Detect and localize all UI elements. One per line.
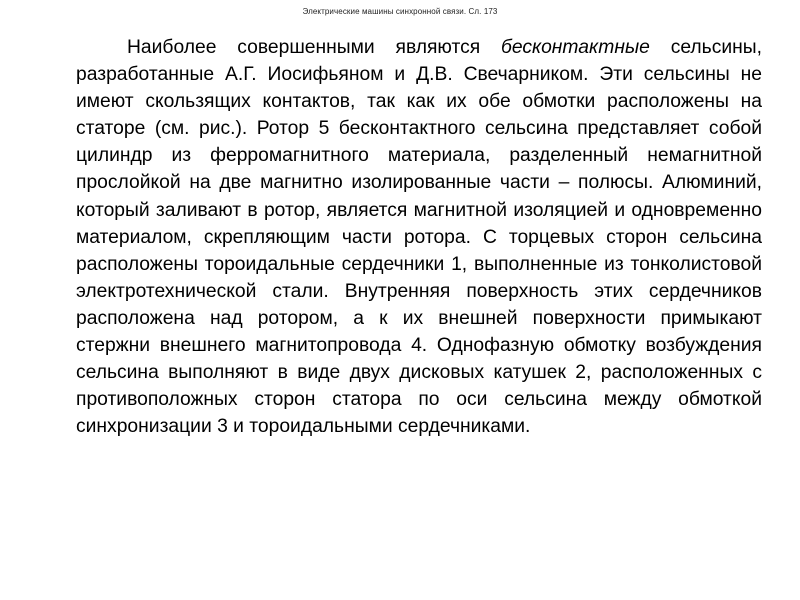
slide-header: Электрические машины синхронной связи. Сл. 173 xyxy=(302,7,498,16)
paragraph-rest: сельсины, разработанные А.Г. Иосифьяном и Д.В. Свечарником. Эти сельсины не имеют скользящих контактов, так как их обе обмотки расположены на статоре (см. рис.). Ротор 5 бесконтактного сельсина представляет собой цилиндр из ферромагнитного материала, разделенный немагнитной прослойкой на две магнитно изолированные части – полюсы. Алюминий, который заливают в ротор, является магнитной изоляцией и одновременно материалом, скрепляющим части ротора. С торцевых сторон сельсина расположены тороидальные сердечники 1, выполненные из тонколистовой электротехнической стали. Внутренняя поверхность этих сердечников расположена над ротором, а к их внешней поверхности примыкают стержни внешнего магнитопровода 4. Однофазную обмотку возбуждения сельсина выполняют в виде двух дисковых катушек 2, расположенных с противоположных сторон статора по оси сельсина между обмоткой синхронизации 3 и тороидальными сердечниками. xyxy=(76,37,762,438)
paragraph-intro: Наиболее совершенными являются xyxy=(127,37,501,58)
body-paragraph xyxy=(76,34,762,440)
paragraph-emphasis: бесконтактные xyxy=(500,37,650,58)
